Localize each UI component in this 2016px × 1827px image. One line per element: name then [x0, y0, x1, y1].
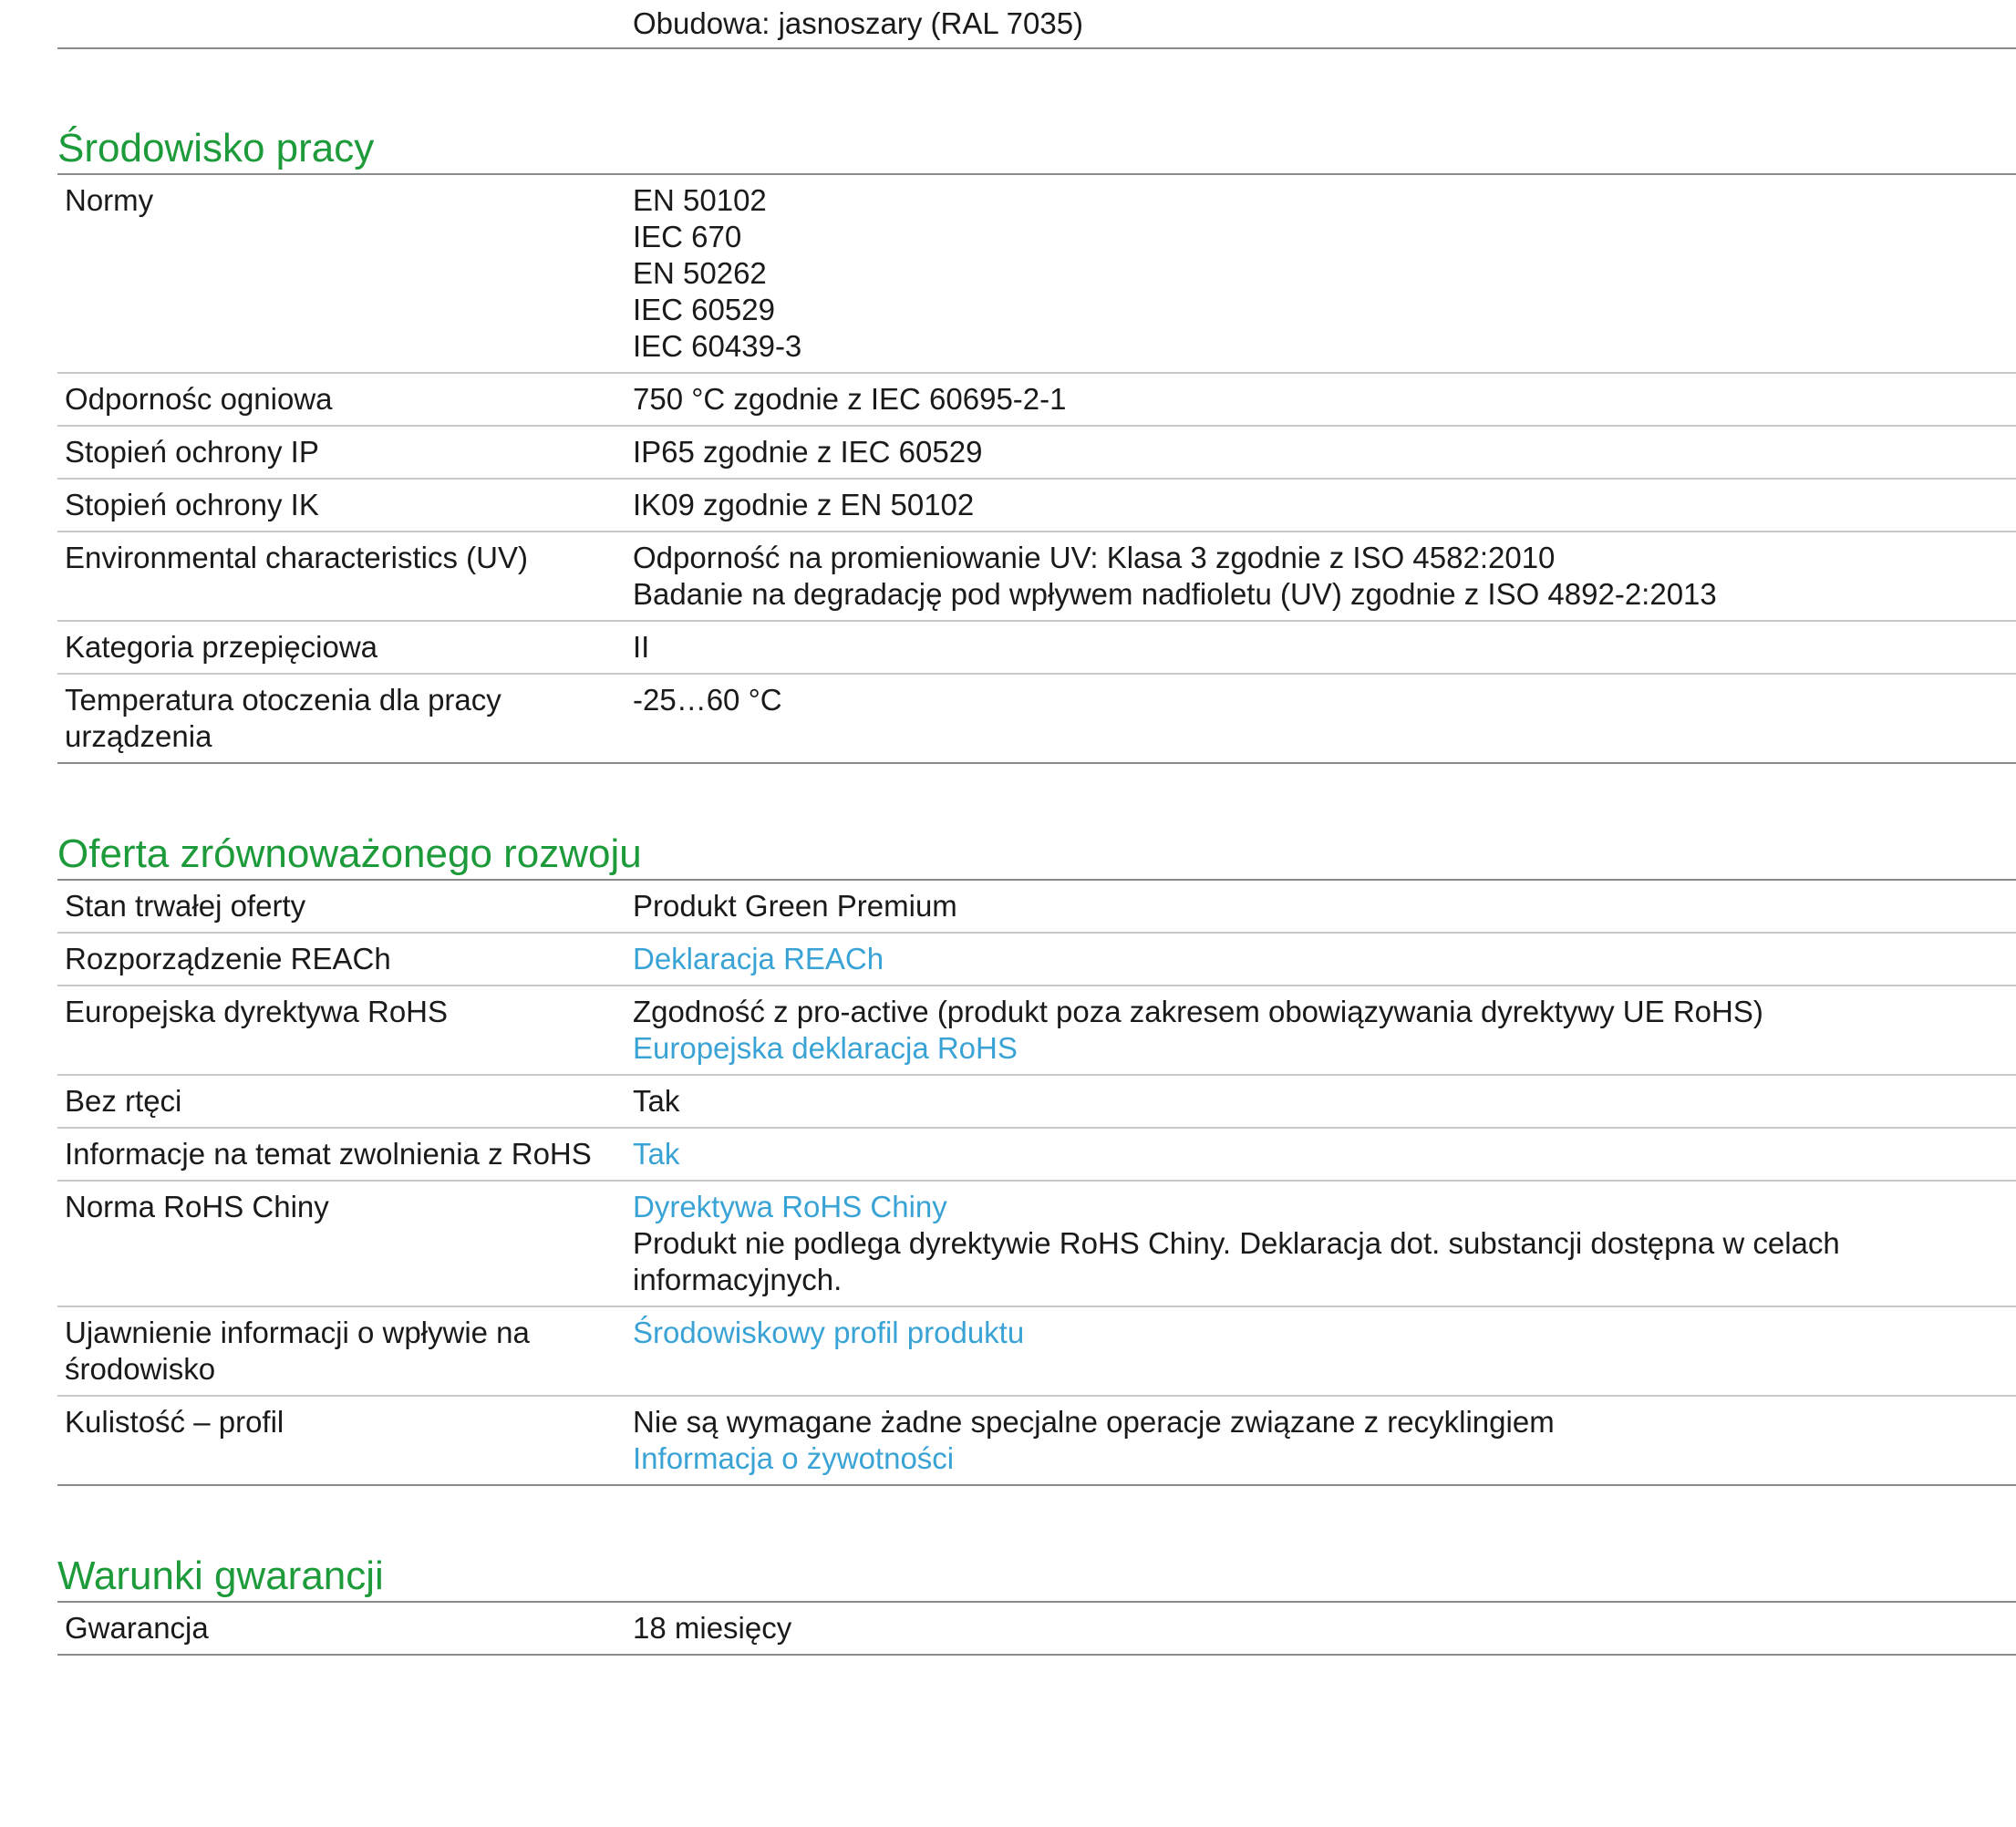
table-row — [57, 881, 2016, 934]
table-row — [57, 934, 2016, 986]
spec-page — [57, 0, 2016, 1656]
value-text: Produkt nie podlega dyrektywie RoHS Chiny. Deklaracja dot. substancji dostępna w celach informacyjnych. — [633, 1226, 1848, 1296]
row-value — [633, 1182, 2016, 1306]
row-value — [633, 480, 2016, 531]
value-text: EN 50102 — [633, 183, 767, 217]
table-row — [57, 1129, 2016, 1182]
value-text: Tak — [633, 1084, 680, 1118]
value-text: Badanie na degradację pod wpływem nadfioletu (UV) zgodnie z ISO 4892-2:2013 — [633, 577, 1717, 611]
value-text: Zgodność z pro-active (produkt poza zakresem obowiązywania dyrektywy UE RoHS) — [633, 995, 1763, 1028]
row-value — [633, 986, 2016, 1074]
row-value — [633, 1129, 2016, 1180]
row-label: Kategoria przepięciowa — [65, 630, 378, 664]
value-text: 750 °C zgodnie z IEC 60695-2-1 — [633, 382, 1067, 416]
value-text: II — [633, 630, 650, 664]
section-rows — [57, 881, 2016, 1486]
row-label: Stopień ochrony IK — [65, 488, 319, 521]
table-row — [57, 480, 2016, 532]
row-label: Temperatura otoczenia dla pracy urządzenia — [65, 683, 501, 753]
section-sustainability — [57, 830, 2016, 1486]
value-link[interactable]: Dyrektywa RoHS Chiny — [633, 1190, 947, 1223]
value-link[interactable]: Tak — [633, 1137, 680, 1171]
row-label: Stopień ochrony IP — [65, 435, 319, 469]
row-value — [633, 374, 2016, 425]
value-link[interactable]: Europejska deklaracja RoHS — [633, 1031, 1018, 1065]
row-value — [633, 675, 2016, 762]
table-row — [57, 0, 2016, 49]
row-label: Bez rtęci — [65, 1084, 182, 1118]
value-text: 18 miesięcy — [633, 1611, 792, 1645]
table-row — [57, 622, 2016, 675]
row-label: Informacje na temat zwolnienia z RoHS — [65, 1137, 592, 1171]
value-text: EN 50262 — [633, 256, 767, 290]
table-row — [57, 427, 2016, 480]
section-title: Środowisko pracy — [57, 124, 2016, 175]
value-link[interactable]: Środowiskowy profil produktu — [633, 1316, 1025, 1349]
row-value — [633, 532, 2016, 620]
row-label: Stan trwałej oferty — [65, 889, 306, 923]
row-label: Environmental characteristics (UV) — [65, 541, 528, 574]
row-value — [633, 427, 2016, 478]
row-value — [633, 881, 2016, 932]
row-label: Ujawnienie informacji o wpływie na środowisko — [65, 1316, 530, 1386]
value-text: IEC 670 — [633, 220, 742, 253]
table-row — [57, 1307, 2016, 1397]
value-link[interactable]: Informacja o żywotności — [633, 1441, 955, 1475]
value-text: Nie są wymagane żadne specjalne operacje związane z recyklingiem — [633, 1405, 1555, 1439]
table-row — [57, 1397, 2016, 1486]
value-text: IK09 zgodnie z EN 50102 — [633, 488, 975, 521]
value-text: Produkt Green Premium — [633, 889, 957, 923]
row-label — [57, 0, 633, 47]
row-label: Normy — [65, 183, 154, 217]
row-value — [633, 1307, 2016, 1395]
table-row — [57, 1603, 2016, 1656]
table-row — [57, 374, 2016, 427]
row-label: Europejska dyrektywa RoHS — [65, 995, 449, 1028]
table-row — [57, 1182, 2016, 1307]
row-value — [633, 0, 2016, 47]
row-value — [633, 934, 2016, 985]
row-label: Rozporządzenie REACh — [65, 942, 391, 975]
row-value — [633, 1603, 2016, 1654]
row-value — [633, 175, 2016, 372]
value-text: -25…60 °C — [633, 683, 782, 717]
section-environment — [57, 124, 2016, 764]
row-value — [633, 1076, 2016, 1127]
table-row — [57, 1076, 2016, 1129]
section-rows — [57, 175, 2016, 764]
section-title: Warunki gwarancji — [57, 1552, 2016, 1603]
value-text: IEC 60439-3 — [633, 329, 802, 363]
table-row — [57, 532, 2016, 622]
row-label: Gwarancja — [65, 1611, 209, 1645]
table-row — [57, 986, 2016, 1076]
row-value — [633, 1397, 2016, 1484]
row-label: Kulistość – profil — [65, 1405, 284, 1439]
value-text: Odporność na promieniowanie UV: Klasa 3 zgodnie z ISO 4582:2010 — [633, 541, 1556, 574]
section-rows — [57, 1603, 2016, 1656]
table-row — [57, 175, 2016, 374]
value-link[interactable]: Deklaracja REACh — [633, 942, 884, 975]
value-text: IEC 60529 — [633, 293, 775, 326]
row-value — [633, 622, 2016, 673]
section-warranty — [57, 1552, 2016, 1656]
row-label: Odpornośc ogniowa — [65, 382, 333, 416]
value-text: Obudowa: jasnoszary (RAL 7035) — [633, 6, 1084, 40]
row-label: Norma RoHS Chiny — [65, 1190, 329, 1223]
value-text: IP65 zgodnie z IEC 60529 — [633, 435, 983, 469]
section-title: Oferta zrównoważonego rozwoju — [57, 830, 2016, 881]
table-row — [57, 675, 2016, 764]
